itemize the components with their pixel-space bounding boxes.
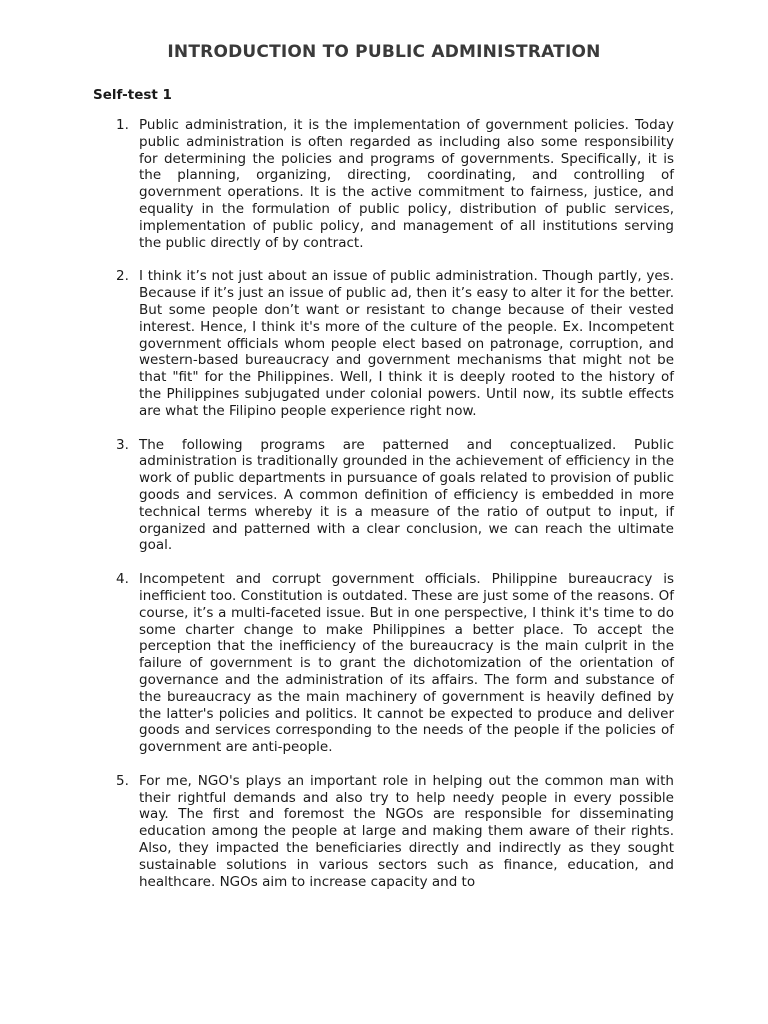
list-item-number: 1.: [116, 117, 129, 133]
answer-list: [0, 117, 768, 907]
list-item-number: 2.: [116, 268, 129, 285]
page-title: INTRODUCTION TO PUBLIC ADMINISTRATION: [167, 42, 601, 62]
section-heading: Self-test 1: [93, 87, 172, 103]
list-item-number: 3.: [116, 436, 129, 453]
list-item: [0, 773, 674, 891]
list-item-text: The following programs are patterned and conceptualized. Public administration is traditionally grounded in the achievement of efficiency in the work of public departments in pursuance of goals related to provision of public goods and services. A common definition of efficiency is embedded in more technical terms whereby it is a measure of the ratio of output to input, if organized and patterned with a clear conclusion, we can reach the ultimate goal.: [139, 436, 674, 554]
list-item: [0, 117, 674, 251]
list-item: [0, 268, 674, 419]
list-item-text: I think it’s not just about an issue of public administration. Though partly, yes. Because if it’s just an issue of public ad, then it’s easy to alter it for the better. But some people don’t want or resistant to change because of their vested interest. Hence, I think it's more of the culture of the people. Ex. Incompetent government officials whom people elect based on patronage, corruption, and western-based bureaucracy and government mechanisms that might not be that "fit" for the Philippines. Well, I think it is deeply rooted to the history of the Philippines subjugated under colonial powers. Until now, its subtle effects are what the Filipino people experience right now.: [139, 268, 674, 419]
list-item-text: For me, NGO's plays an important role in helping out the common man with their rightful demands and also try to help needy people in every possible way. The first and foremost the NGOs are responsible for disseminating education among the people at large and making them aware of their rights. Also, they impacted the beneficiaries directly and indirectly as they sought sustainable solutions in various sectors such as finance, education, and healthcare. NGOs aim to increase capacity and to: [139, 772, 674, 890]
list-item-text: Public administration, it is the implementation of government policies. Today public administration is often regarded as including also some responsibility for determining the policies and programs of governments. Specifically, it is the planning, organizing, directing, coordinating, and controlling of government operations. It is the active commitment to fairness, justice, and equality in the formulation of public policy, distribution of public services, implementation of public policy, and management of all institutions serving the public directly of by contract.: [139, 117, 674, 251]
list-item-number: 4.: [116, 571, 129, 588]
list-item: [0, 437, 674, 555]
list-item-number: 5.: [116, 772, 129, 789]
list-item: [0, 571, 674, 756]
list-item-text: Incompetent and corrupt government officials. Philippine bureaucracy is inefficient too. Constitution is outdated. These are just some of the reasons. Of course, it’s a multi-faceted issue. But in one perspective, I think it's time to do some charter change to make Philippines a better place. To accept the perception that the inefficiency of the bureaucracy is the main culprit in the failure of government is to grant the dichotomization of the orientation of governance and the administration of its affairs. The form and substance of the bureaucracy as the main machinery of government is heavily defined by the latter's policies and politics. It cannot be expected to produce and deliver goods and services corresponding to the needs of the people if the policies of government are anti-people.: [139, 571, 674, 756]
